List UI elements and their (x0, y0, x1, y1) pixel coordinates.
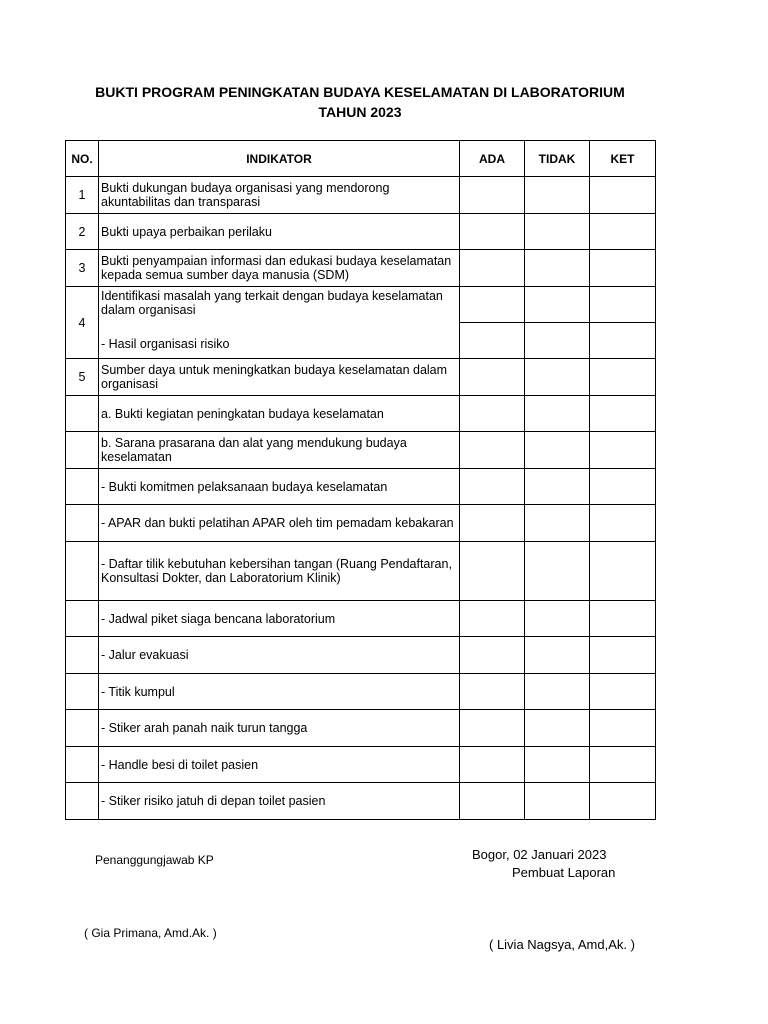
row-number: 1 (66, 177, 99, 214)
ket-cell[interactable] (590, 287, 656, 323)
table-row (66, 674, 656, 710)
ada-cell[interactable] (460, 250, 525, 287)
indicator-text: Bukti penyampaian informasi dan edukasi budaya keselamatan kepada semua sumber daya manusia (SDM) (99, 250, 460, 287)
tidak-cell[interactable] (525, 396, 590, 432)
indicator-text: - Daftar tilik kebutuhan kebersihan tangan (Ruang Pendaftaran, Konsultasi Dokter, dan Laboratorium Klinik) (99, 542, 460, 601)
row-number (66, 505, 99, 542)
row-number (66, 747, 99, 783)
ada-cell[interactable] (460, 214, 525, 250)
tidak-cell[interactable] (525, 783, 590, 820)
header-ket: KET (590, 141, 656, 177)
indicator-subitem: - Hasil organisasi risiko (101, 337, 230, 351)
ada-cell[interactable] (460, 359, 525, 396)
place-date: Bogor, 02 Januari 2023 (472, 847, 607, 862)
ket-cell[interactable] (590, 469, 656, 505)
left-signer-name: ( Gia Primana, Amd.Ak. ) (84, 926, 217, 940)
tidak-cell[interactable] (525, 469, 590, 505)
ada-cell[interactable] (460, 674, 525, 710)
table-row (66, 396, 656, 432)
header-indikator: INDIKATOR (99, 141, 460, 177)
tidak-cell[interactable] (525, 674, 590, 710)
tidak-cell[interactable] (525, 287, 590, 323)
ada-cell[interactable] (460, 505, 525, 542)
ket-cell[interactable] (590, 637, 656, 674)
indicator-text: - Jalur evakuasi (99, 637, 460, 674)
ada-cell[interactable] (460, 432, 525, 469)
ket-cell[interactable] (590, 214, 656, 250)
indicator-text: Sumber daya untuk meningkatkan budaya keselamatan dalam organisasi (99, 359, 460, 396)
ada-cell[interactable] (460, 783, 525, 820)
table-row (66, 214, 656, 250)
table-header-row (66, 141, 656, 177)
tidak-cell[interactable] (525, 250, 590, 287)
ada-cell[interactable] (460, 396, 525, 432)
tidak-cell[interactable] (525, 637, 590, 674)
ket-cell[interactable] (590, 747, 656, 783)
indicator-text: - Titik kumpul (99, 674, 460, 710)
row-number (66, 637, 99, 674)
ket-cell[interactable] (590, 783, 656, 820)
ket-cell[interactable] (590, 601, 656, 637)
ket-cell[interactable] (590, 177, 656, 214)
indicator-text: - Bukti komitmen pelaksanaan budaya keselamatan (99, 469, 460, 505)
indicator-text: Bukti dukungan budaya organisasi yang mendorong akuntabilitas dan transparasi (99, 177, 460, 214)
table-row (66, 250, 656, 287)
ket-cell[interactable] (590, 323, 656, 359)
indicator-text: - Jadwal piket siaga bencana laboratorium (99, 601, 460, 637)
indicator-text: Identifikasi masalah yang terkait dengan budaya keselamatan dalam organisasi (101, 289, 443, 317)
ada-cell[interactable] (460, 542, 525, 601)
tidak-cell[interactable] (525, 542, 590, 601)
row-number: 5 (66, 359, 99, 396)
ada-cell[interactable] (460, 287, 525, 323)
checklist-table (65, 140, 656, 820)
table-row (66, 783, 656, 820)
ada-cell[interactable] (460, 637, 525, 674)
table-row (66, 747, 656, 783)
row-number: 4 (66, 287, 99, 359)
header-ada: ADA (460, 141, 525, 177)
table-row (66, 469, 656, 505)
table-row (66, 505, 656, 542)
tidak-cell[interactable] (525, 747, 590, 783)
ket-cell[interactable] (590, 674, 656, 710)
row-number: 2 (66, 214, 99, 250)
ada-cell[interactable] (460, 323, 525, 359)
ket-cell[interactable] (590, 710, 656, 747)
row-number (66, 432, 99, 469)
ket-cell[interactable] (590, 250, 656, 287)
tidak-cell[interactable] (525, 214, 590, 250)
ada-cell[interactable] (460, 177, 525, 214)
tidak-cell[interactable] (525, 601, 590, 637)
tidak-cell[interactable] (525, 359, 590, 396)
table-row (66, 432, 656, 469)
table-row (66, 601, 656, 637)
ket-cell[interactable] (590, 396, 656, 432)
table-row (66, 177, 656, 214)
indicator-text: - Stiker arah panah naik turun tangga (99, 710, 460, 747)
indicator-text: - APAR dan bukti pelatihan APAR oleh tim pemadam kebakaran (99, 505, 460, 542)
table-row (66, 287, 656, 323)
indicator-cell (99, 287, 460, 359)
header-tidak: TIDAK (525, 141, 590, 177)
tidak-cell[interactable] (525, 432, 590, 469)
ada-cell[interactable] (460, 601, 525, 637)
right-signer-role: Pembuat Laporan (512, 865, 616, 880)
row-number (66, 674, 99, 710)
table-row (66, 710, 656, 747)
ada-cell[interactable] (460, 710, 525, 747)
table-row (66, 637, 656, 674)
row-number (66, 601, 99, 637)
ada-cell[interactable] (460, 747, 525, 783)
table-row (66, 542, 656, 601)
left-signer-role: Penanggungjawab KP (95, 853, 214, 867)
header-no: NO. (66, 141, 99, 177)
row-number (66, 542, 99, 601)
indicator-text: b. Sarana prasarana dan alat yang mendukung budaya keselamatan (99, 432, 460, 469)
indicator-text: - Stiker risiko jatuh di depan toilet pasien (99, 783, 460, 820)
tidak-cell[interactable] (525, 177, 590, 214)
right-signer-name: ( Livia Nagsya, Amd,Ak. ) (489, 937, 635, 952)
ket-cell[interactable] (590, 432, 656, 469)
ket-cell[interactable] (590, 542, 656, 601)
row-number (66, 710, 99, 747)
indicator-text: - Handle besi di toilet pasien (99, 747, 460, 783)
indicator-text: Bukti upaya perbaikan perilaku (99, 214, 460, 250)
tidak-cell[interactable] (525, 323, 590, 359)
tidak-cell[interactable] (525, 505, 590, 542)
row-number (66, 783, 99, 820)
row-number (66, 396, 99, 432)
ket-cell[interactable] (590, 359, 656, 396)
ada-cell[interactable] (460, 469, 525, 505)
row-number: 3 (66, 250, 99, 287)
ket-cell[interactable] (590, 505, 656, 542)
document-title: BUKTI PROGRAM PENINGKATAN BUDAYA KESELAMATAN DI LABORATORIUM (95, 84, 625, 100)
tidak-cell[interactable] (525, 710, 590, 747)
document-year: TAHUN 2023 (318, 104, 402, 120)
table-row (66, 359, 656, 396)
row-number (66, 469, 99, 505)
indicator-text: a. Bukti kegiatan peningkatan budaya keselamatan (99, 396, 460, 432)
